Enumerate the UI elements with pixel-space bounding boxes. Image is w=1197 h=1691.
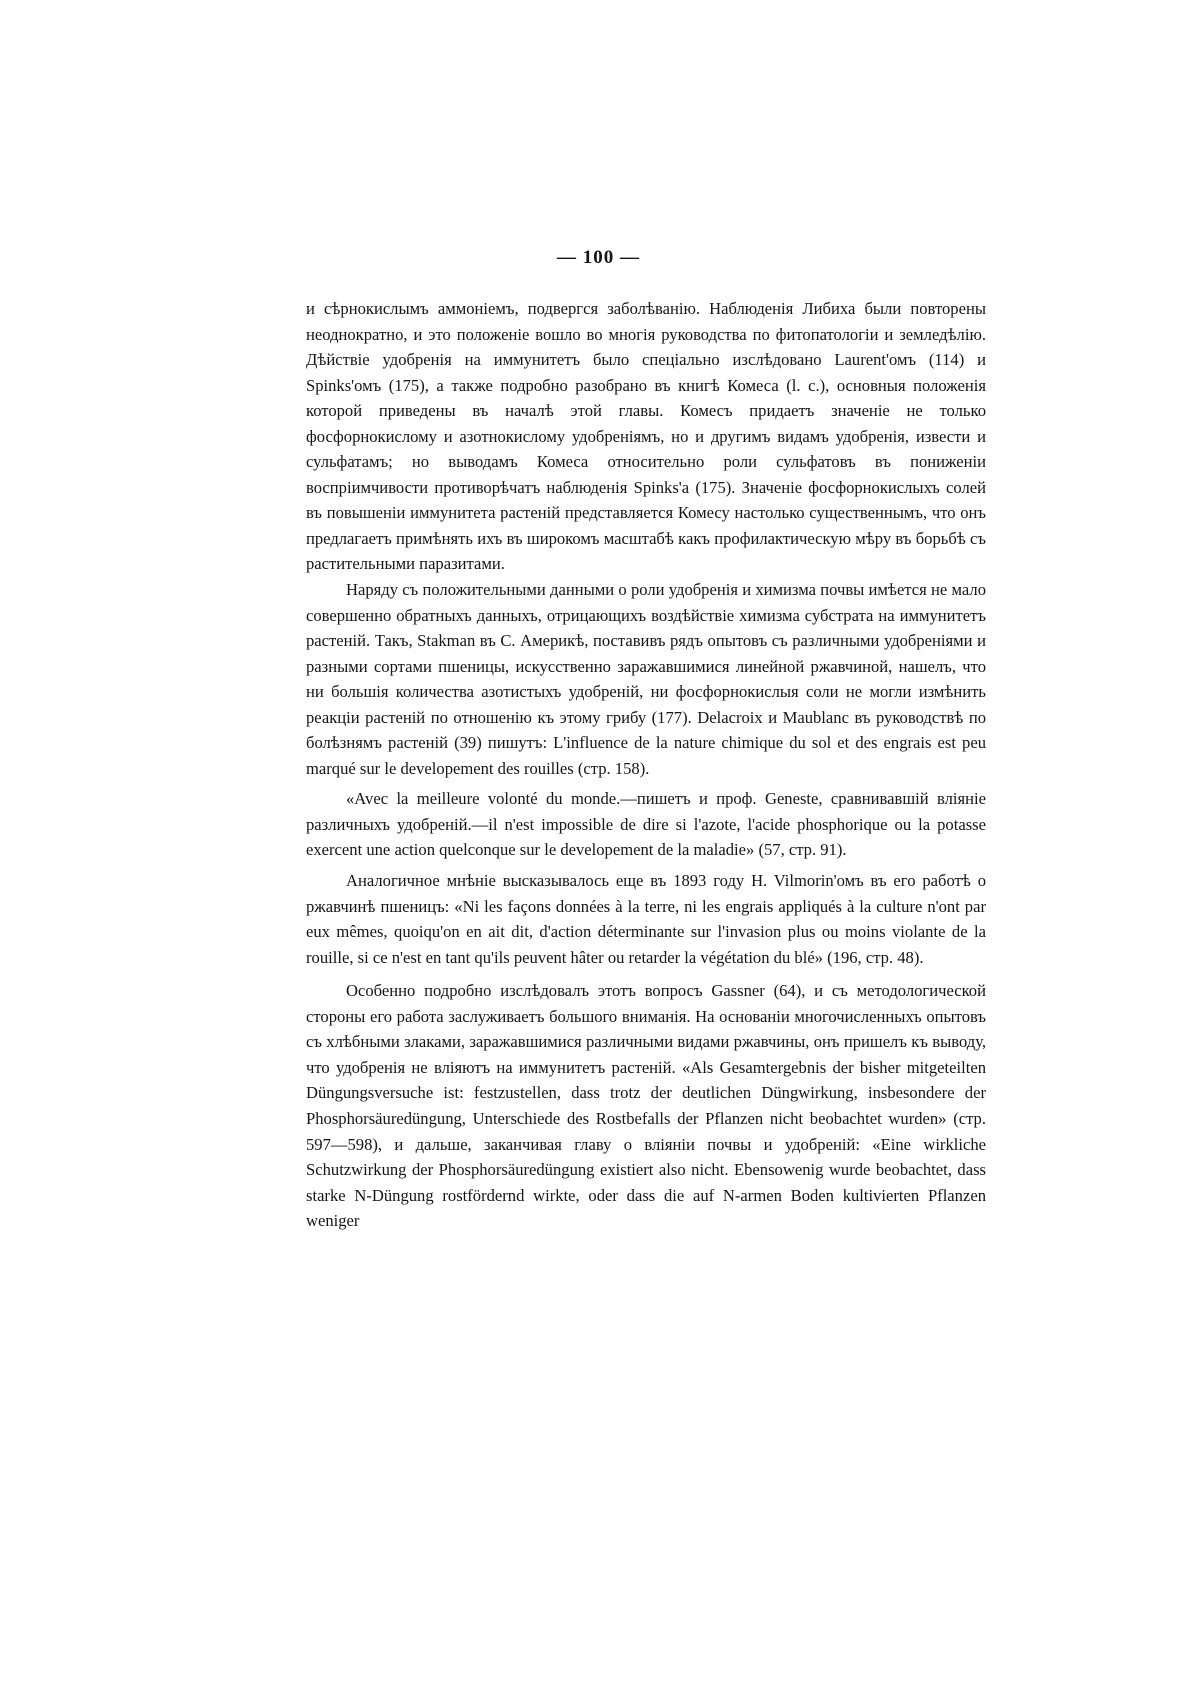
paragraph-geneste-quote: «Avec la meilleure volonté du monde.—пишетъ и проф. Geneste, сравнивавшій вліяніе различныхъ удобреній.—il n'est impossible de dire si l'azote, l'acide phosphorique ou la potasse exercent une action quelconque sur le developement de la maladie» (57, стр. 91). — [306, 789, 986, 860]
paragraph-vilmorin: Аналогичное мнѣніе высказывалось еще въ 1893 году H. Vilmorin'омъ въ его работѣ о ржавчинѣ пшеницъ: «Ni les façons données à la terre, ni les engrais appliqués à la culture n'ont par eux mêmes, quoiqu'on en ait dit, d'action déterminante sur l'invasion plus ou moins violante de la rouille, si ce n'est en tant qu'ils peuvent hâter ou retarder la végétation du blé» (196, стр. 48). — [306, 871, 986, 967]
paragraph-stakman: Наряду съ положительными данными о роли удобренія и химизма почвы имѣется не мало совершенно обратныхъ данныхъ, отрицающихъ воздѣйствіе химизма субстрата на иммунитетъ растеній. Такъ, Stakman въ С. Америкѣ, поставивъ рядъ опытовъ съ различными удобреніями и разными сортами пшеницы, искусственно заражавшимися линейной ржавчиной, нашелъ, что ни большія количества азотистыхъ удобреній, ни фосфорнокислыя соли не могли измѣнить реакціи растеній по отношенію къ этому грибу (177). Delacroix и Maublanc въ руководствѣ по болѣзнямъ растеній (39) пишутъ: L'influence de la nature chimique du sol et des engrais est peu marqué sur le developement des rouilles (стр. 158). — [306, 580, 986, 778]
page-number: — 100 — — [557, 247, 640, 268]
paragraph-gassner: Особенно подробно изслѣдовалъ этотъ вопросъ Gassner (64), и съ методологической стороны его работа заслуживаетъ большого вниманія. На основаніи многочисленныхъ опытовъ съ хлѣбными злаками, заражавшимися различными видами ржавчины, онъ пришелъ къ выводу, что удобренія не вліяютъ на иммунитетъ растеній. «Als Gesamtergebnis der bisher mitgeteilten Düngungsversuche ist: festzustellen, dass trotz der deutlichen Düngwirkung, insbesondere der Phosphorsäuredüngung, Unterschiede des Rostbefalls der Pflanzen nicht beobachtet wurden» (стр. 597—598), и дальше, заканчивая главу о вліяніи почвы и удобреній: «Eine wirkliche Schutzwirkung der Phosphorsäuredüngung existiert also nicht. Ebensowenig wurde beobachtet, dass starke N-Düngung rostfördernd wirkte, oder dass die auf N-armen Boden kultivierten Pflanzen weniger — [306, 981, 986, 1231]
paragraph-continuation: и сѣрнокислымъ аммоніемъ, подвергся заболѣванію. Наблюденія Либиха были повторены неоднократно, и это положеніе вошло во многія руководства по фитопатологіи и земледѣлію. Дѣйствіе удобренія на иммунитетъ было спеціально изслѣдовано Laurent'омъ (114) и Spinks'омъ (175), а также подробно разобрано въ книгѣ Комеса (l. c.), основныя положенія которой приведены въ началѣ этой главы. Комесъ придаетъ значеніе не только фосфорнокислому и азотнокислому удобреніямъ, но и другимъ видамъ удобренія, извести и сульфатамъ; но выводамъ Комеса относительно роли сульфатовъ въ пониженіи воспріимчивости противорѣчатъ наблюденія Spinks'a (175). Значеніе фосфорнокислыхъ солей въ повышеніи иммунитета растеній представляется Комесу настолько существеннымъ, что онъ предлагаетъ примѣнять ихъ въ широкомъ масштабѣ какъ профилактическую мѣру въ борьбѣ съ растительными паразитами. — [306, 299, 986, 574]
body-text — [306, 296, 986, 1234]
